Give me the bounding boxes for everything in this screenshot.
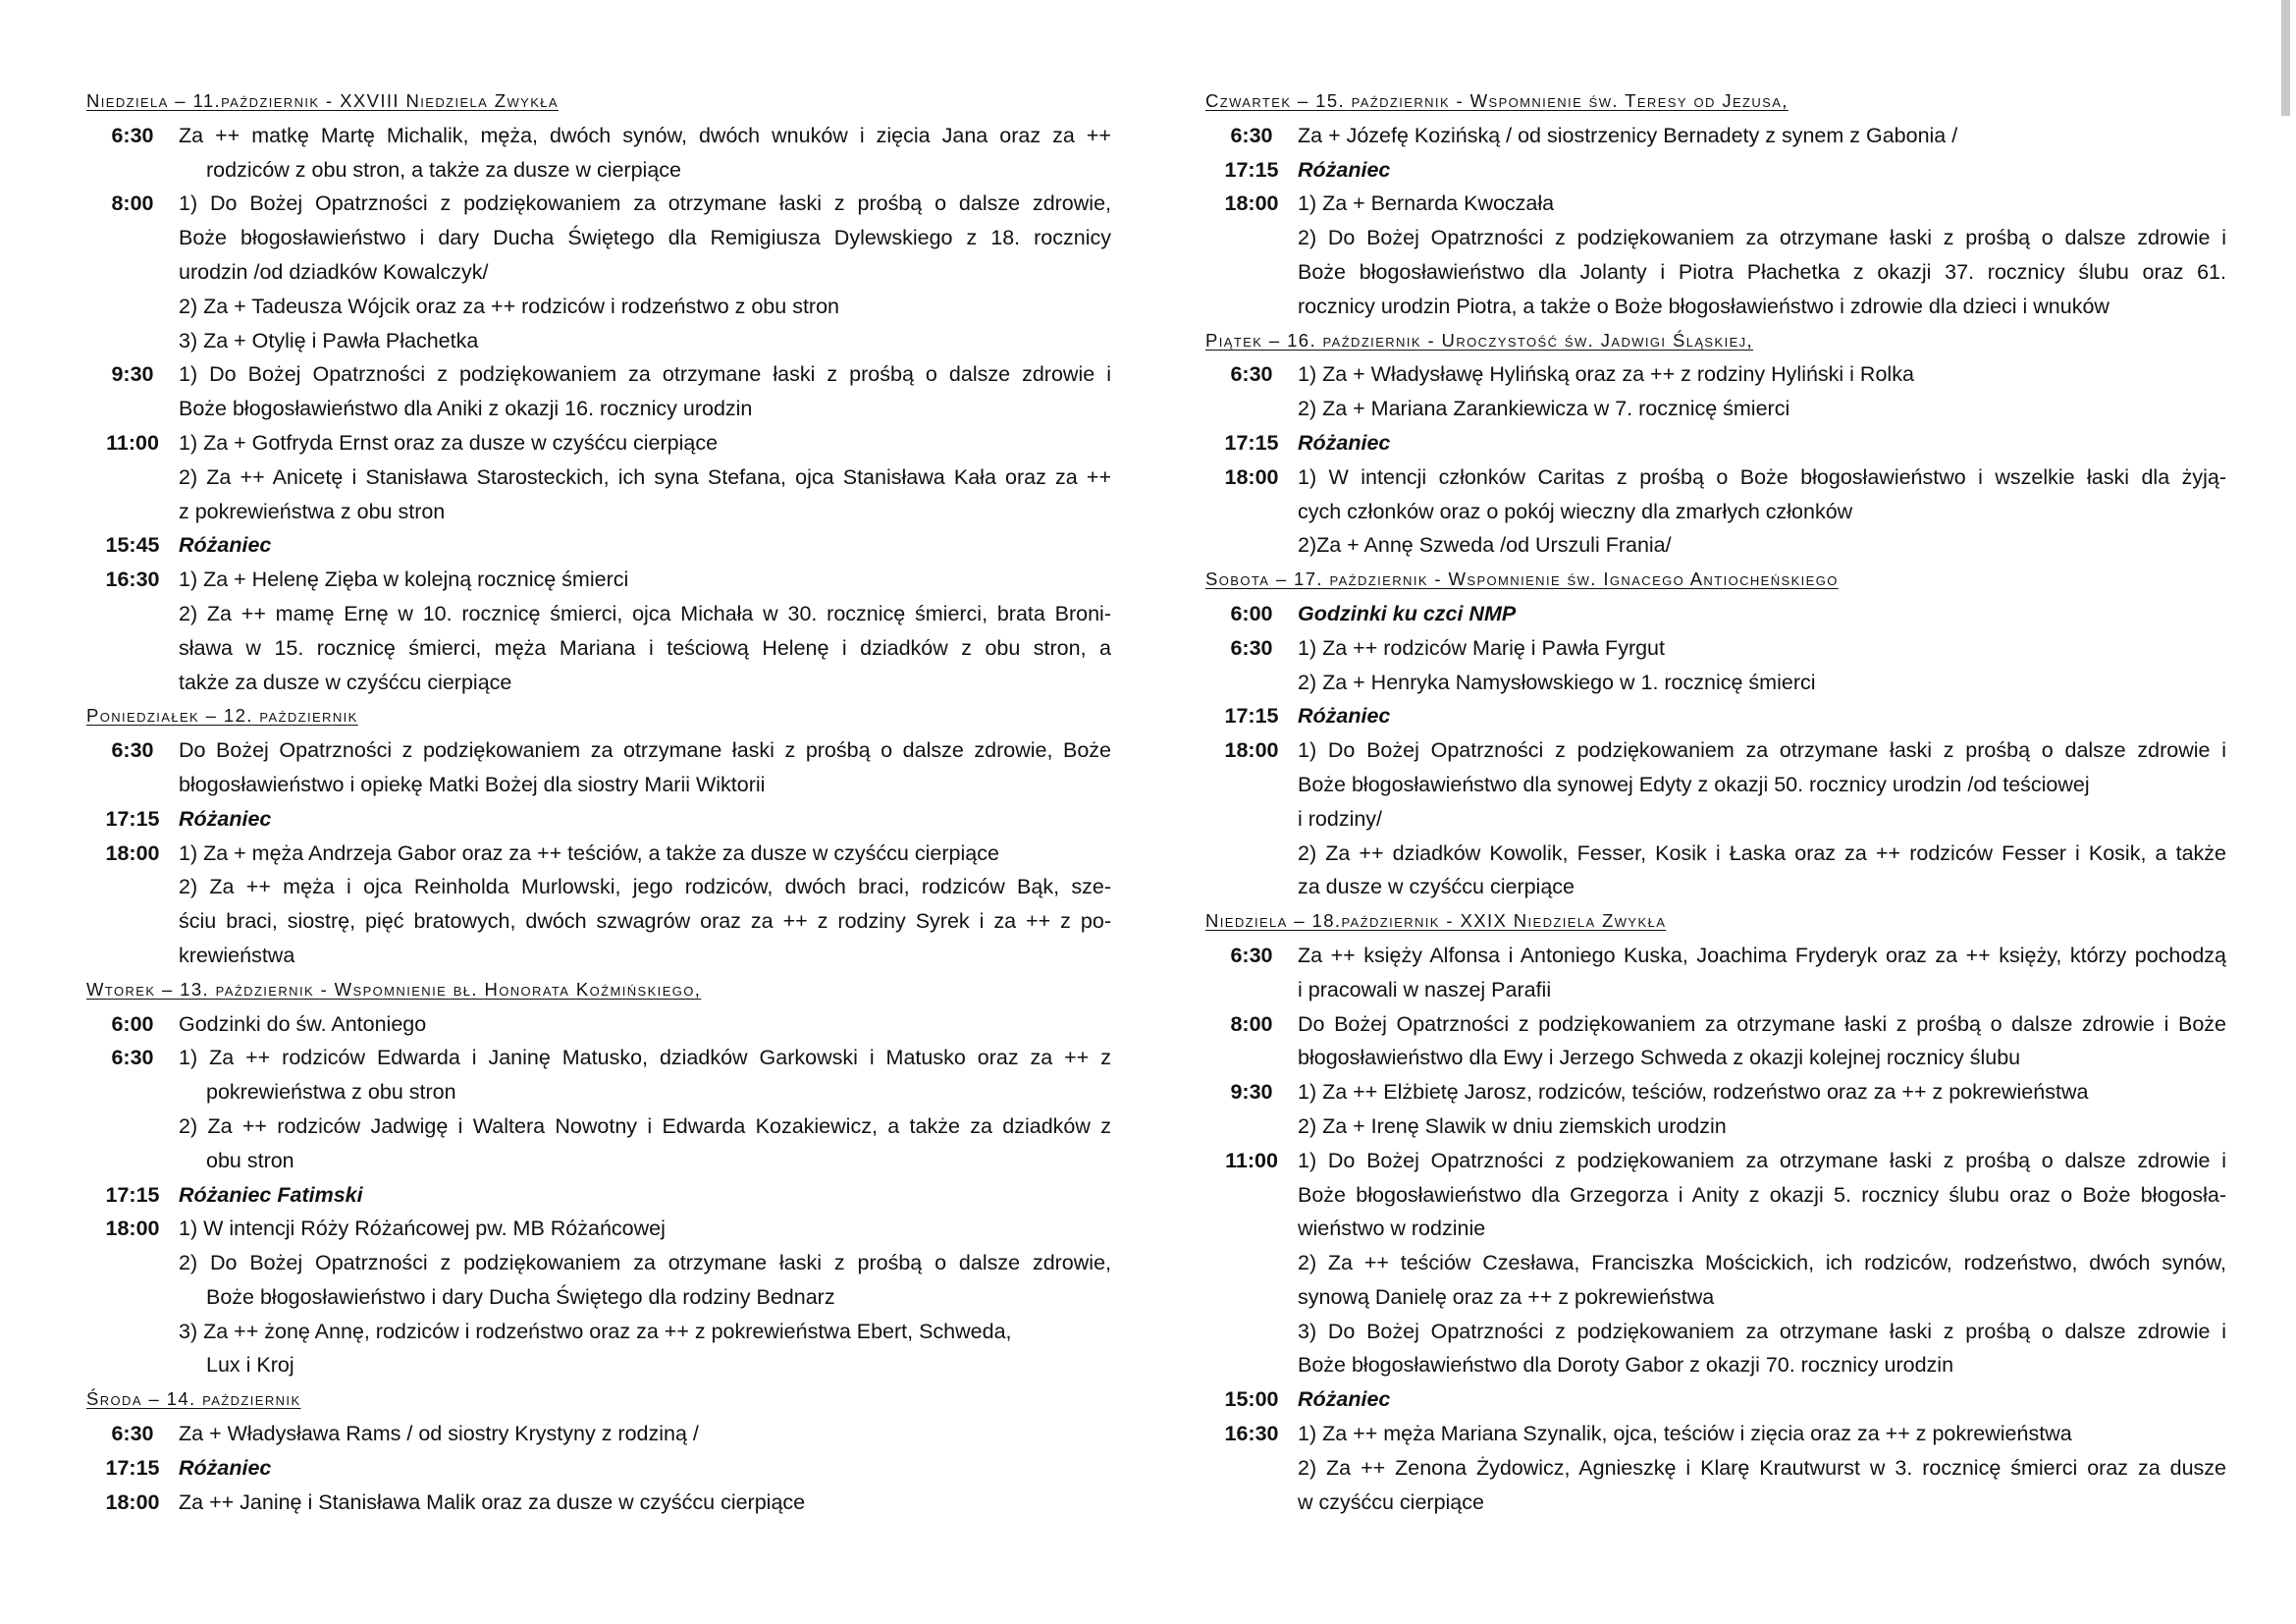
mass-entry (1205, 733, 2226, 904)
service-name: Różaniec (1298, 430, 1391, 455)
intention-line: także za dusze w czyśćcu cierpiące (179, 670, 512, 694)
mass-entry (86, 837, 1111, 973)
intention-line: krewieństwa (179, 943, 295, 967)
mass-entry (1205, 939, 2226, 1007)
intention-line: Za ++ Janinę i Stanisława Malik oraz za dusze w czyśćcu cierpiące (179, 1489, 806, 1514)
mass-entry (1205, 597, 2226, 631)
intention-line: Boże błogosławieństwo dla Grzegorza i Anity z okazji 5. rocznicy ślubu oraz o Boże błogosła- (1298, 1182, 2226, 1207)
intention-line: Boże błogosławieństwo dla synowej Edyty z okazji 50. rocznicy urodzin /od teściowej (1298, 772, 2090, 796)
mass-time: 6:30 (111, 1046, 154, 1070)
mass-entry (1205, 426, 2226, 460)
intention-line: 3) Za ++ żonę Annę, rodziców i rodzeństwo oraz za ++ z pokrewieństwa Ebert, Schweda, (179, 1319, 1012, 1343)
mass-time: 6:30 (1230, 943, 1273, 967)
mass-time: 17:15 (1224, 704, 1279, 729)
intention-line: w czyśćcu cierpiące (1298, 1489, 1484, 1514)
day-header: Wtorek – 13. październik - Wspomnienie bł. Honorata Koźmińskiego, (86, 978, 702, 1000)
mass-time: 16:30 (1224, 1422, 1279, 1446)
intention-line: Godzinki do św. Antoniego (179, 1011, 427, 1036)
intention-line: synową Danielę oraz za ++ z pokrewieństwa (1298, 1284, 1715, 1309)
intention-line: i pracowali w naszej Parafii (1298, 977, 1552, 1001)
mass-entry (1205, 1382, 2226, 1417)
intention-line: rocznicy urodzin Piotra, a także o Boże błogosławieństwo i zdrowie dla dzieci i wnuków (1298, 294, 2109, 318)
mass-time: 6:30 (1230, 362, 1273, 387)
intention-line: 1) Za + Helenę Zięba w kolejną rocznicę śmierci (179, 568, 629, 592)
mass-entry (1205, 460, 2226, 563)
intention-line: 1) Za ++ Elżbietę Jarosz, rodziców, teściów, rodzeństwo oraz za ++ z pokrewieństwa (1298, 1080, 2089, 1105)
mass-entry (86, 426, 1111, 528)
mass-entry (86, 1417, 1111, 1451)
intention-line: 1) Za + Bernarda Kwoczała (1298, 191, 1555, 216)
intention-line: 3) Za + Otylię i Pawła Płachetka (179, 328, 479, 352)
mass-time: 9:30 (1230, 1080, 1273, 1105)
service-name: Różaniec (1298, 704, 1391, 729)
intention-line: obu stron (206, 1148, 294, 1172)
day-header: Środa – 14. październik (86, 1388, 301, 1410)
mass-time: 6:30 (1230, 635, 1273, 660)
mass-time: 16:30 (105, 568, 160, 592)
intention-line: 2) Do Bożej Opatrzności z podziękowaniem za otrzymane łaski z prośbą o dalsze zdrowie i (1298, 226, 2226, 250)
mass-time: 11:00 (106, 430, 159, 455)
intention-line: rodziców z obu stron, a także za dusze w cierpiące (206, 157, 681, 182)
mass-time: 6:30 (111, 123, 154, 147)
mass-entry (86, 733, 1111, 802)
intention-line: 1) Do Bożej Opatrzności z podziękowaniem za otrzymane łaski z prośbą o dalsze zdrowie i (1298, 738, 2226, 763)
intention-line: 1) Za ++ rodziców Marię i Pawła Fyrgut (1298, 635, 1665, 660)
mass-time: 9:30 (111, 362, 154, 387)
mass-time: 17:15 (1224, 157, 1279, 182)
intention-line: Za + Władysława Rams / od siostry Krystyny z rodziną / (179, 1422, 699, 1446)
intention-line: 2) Za ++ Anicetę i Stanisława Starosteckich, ich syna Stefana, ojca Stanisława Kała oraz za ++ (179, 464, 1111, 489)
mass-time: 18:00 (1224, 464, 1279, 489)
intention-line: Lux i Kroj (206, 1353, 294, 1378)
service-name: Różaniec (179, 533, 272, 558)
mass-entry (86, 1451, 1111, 1486)
intention-line: cych członków oraz o pokój wieczny dla zmarłych członków (1298, 499, 1853, 523)
intention-line: 1) Za + męża Andrzeja Gabor oraz za ++ teściów, a także za dusze w czyśćcu cierpiące (179, 840, 999, 865)
intention-line: błogosławieństwo i opiekę Matki Bożej dla siostry Marii Wiktorii (179, 772, 766, 796)
intention-line: błogosławieństwo dla Ewy i Jerzego Schweda z okazji kolejnej rocznicy ślubu (1298, 1046, 2021, 1070)
mass-time: 18:00 (1224, 738, 1279, 763)
intention-line: Boże błogosławieństwo i dary Ducha Świętego dla rodziny Bednarz (206, 1284, 835, 1309)
intention-line: 2) Za ++ męża i ojca Reinholda Murlowski, jego rodziców, dwóch braci, rodziców Bąk, sze- (179, 875, 1111, 899)
intention-line: pokrewieństwa z obu stron (206, 1080, 456, 1105)
intention-line: Boże błogosławieństwo i dary Ducha Świętego dla Remigiusza Dylewskiego z 18. rocznicy (179, 226, 1111, 250)
intention-line: Boże błogosławieństwo dla Jolanty i Piotra Płachetka z okazji 37. rocznicy ślubu oraz 61. (1298, 259, 2226, 284)
day-header: Poniedziałek – 12. październik (86, 705, 358, 727)
day-header: Sobota – 17. październik - Wspomnienie św. Ignacego Antiocheńskiego (1205, 568, 1839, 590)
intention-line: za dusze w czyśćcu cierpiące (1298, 875, 1575, 899)
intention-line: 2) Za ++ Zenona Żydowicz, Agnieszkę i Klarę Krautwurst w 3. rocznicę śmierci oraz za dusze (1298, 1455, 2226, 1480)
intention-line: Do Bożej Opatrzności z podziękowaniem za otrzymane łaski z prośbą o dalsze zdrowie, Boże (179, 738, 1111, 763)
mass-entry (86, 357, 1111, 426)
mass-entry (1205, 1075, 2226, 1144)
intention-line: 2) Za ++ dziadków Kowolik, Fesser, Kosik i Łaska oraz za ++ rodziców Fesser i Kosik, a także (1298, 840, 2226, 865)
intention-line: 2) Do Bożej Opatrzności z podziękowaniem za otrzymane łaski z prośbą o dalsze zdrowie, (179, 1251, 1111, 1275)
mass-time: 17:15 (105, 806, 160, 831)
intention-line: Do Bożej Opatrzności z podziękowaniem za otrzymane łaski z prośbą o dalsze zdrowie i Boże (1298, 1011, 2226, 1036)
mass-entry (86, 1212, 1111, 1382)
mass-time: 8:00 (1230, 1011, 1273, 1036)
service-name: Różaniec (1298, 1387, 1391, 1412)
mass-entry (1205, 1007, 2226, 1076)
mass-time: 8:00 (111, 191, 154, 216)
mass-time: 6:30 (111, 1422, 154, 1446)
mass-entry (86, 802, 1111, 837)
intention-line: 2) Za + Tadeusza Wójcik oraz za ++ rodziców i rodzeństwo z obu stron (179, 294, 839, 318)
intention-line: Boże błogosławieństwo dla Aniki z okazji 16. rocznicy urodzin (179, 397, 753, 421)
intention-line: Za ++ księży Alfonsa i Antoniego Kuska, Joachima Fryderyk oraz za ++ księży, którzy pochodzą (1298, 943, 2226, 967)
intention-line: 3) Do Bożej Opatrzności z podziękowaniem za otrzymane łaski z prośbą o dalsze zdrowie i (1298, 1319, 2226, 1343)
intention-line: 1) Za + Władysławę Hylińską oraz za ++ z rodziny Hyliński i Rolka (1298, 362, 1914, 387)
mass-entry (86, 1041, 1111, 1177)
left-column (86, 84, 1111, 1519)
vertical-scrollbar[interactable] (2281, 0, 2290, 116)
intention-line: 2) Za + Henryka Namysłowskiego w 1. rocznicę śmierci (1298, 670, 1816, 694)
intention-line: 1) W intencji Róży Różańcowej pw. MB Różańcowej (179, 1217, 666, 1241)
service-name: Różaniec (179, 1455, 272, 1480)
intention-line: Boże błogosławieństwo dla Doroty Gabor z okazji 70. rocznicy urodzin (1298, 1353, 1954, 1378)
day-header: Niedziela – 11.październik - XXVIII Niedziela Zwykła (86, 90, 559, 111)
mass-time: 15:45 (105, 533, 160, 558)
intention-line: 1) Do Bożej Opatrzności z podziękowaniem za otrzymane łaski z prośbą o dalsze zdrowie, (179, 191, 1111, 216)
service-name: Różaniec (1298, 157, 1391, 182)
intention-line: 2) Za ++ mamę Ernę w 10. rocznicę śmierci, ojca Michała w 30. rocznicę śmierci, brata Broni- (179, 601, 1111, 625)
mass-time: 17:15 (105, 1455, 160, 1480)
mass-entry (86, 1486, 1111, 1520)
mass-time: 18:00 (1224, 191, 1279, 216)
mass-entry (86, 1007, 1111, 1042)
mass-time: 6:00 (1230, 601, 1273, 625)
mass-entry (1205, 119, 2226, 153)
mass-entry (1205, 357, 2226, 426)
intention-line: 1) Do Bożej Opatrzności z podziękowaniem za otrzymane łaski z prośbą o dalsze zdrowie i (179, 362, 1111, 387)
intention-line: Za + Józefę Kozińską / od siostrzenicy Bernadety z synem z Gabonia / (1298, 123, 1958, 147)
intention-line: z pokrewieństwa z obu stron (179, 499, 446, 523)
service-name: Różaniec Fatimski (179, 1182, 363, 1207)
intention-line: sława w 15. rocznicę śmierci, męża Mariana i teściową Helenę i dziadków z obu stron, a (179, 635, 1111, 660)
mass-time: 6:30 (111, 738, 154, 763)
mass-time: 18:00 (105, 840, 160, 865)
intention-line: i rodziny/ (1298, 806, 1383, 831)
mass-time: 15:00 (1224, 1387, 1279, 1412)
intention-line: 1) Za ++ rodziców Edwarda i Janinę Matusko, dziadków Garkowski i Matusko oraz za ++ z (179, 1046, 1111, 1070)
mass-time: 18:00 (105, 1217, 160, 1241)
mass-entry (1205, 631, 2226, 700)
mass-time: 17:15 (105, 1182, 160, 1207)
intention-line: 2) Za + Irenę Slawik w dniu ziemskich urodzin (1298, 1113, 1727, 1138)
intention-line: 1) Do Bożej Opatrzności z podziękowaniem za otrzymane łaski z prośbą o dalsze zdrowie i (1298, 1148, 2226, 1172)
intention-line: 2) Za ++ rodziców Jadwigę i Waltera Nowotny i Edwarda Kozakiewicz, a także za dziadków z (179, 1113, 1111, 1138)
mass-time: 18:00 (105, 1489, 160, 1514)
intention-line: Za ++ matkę Martę Michalik, męża, dwóch synów, dwóch wnuków i zięcia Jana oraz za ++ (179, 123, 1111, 147)
intention-line: 1) W intencji członków Caritas z prośbą o Boże błogosławieństwo i wszelkie łaski dla żyją- (1298, 464, 2226, 489)
mass-time: 11:00 (1225, 1148, 1278, 1172)
day-header: Niedziela – 18.październik - XXIX Niedziela Zwykła (1205, 910, 1667, 932)
mass-time: 6:00 (111, 1011, 154, 1036)
intention-line: urodzin /od dziadków Kowalczyk/ (179, 259, 489, 284)
mass-entry (1205, 153, 2226, 188)
mass-entry (86, 563, 1111, 699)
intention-line: 2) Za + Mariana Zarankiewicza w 7. rocznicę śmierci (1298, 397, 1790, 421)
intention-line: 1) Za + Gotfryda Ernst oraz za dusze w czyśćcu cierpiące (179, 430, 719, 455)
day-header: Piątek – 16. październik - Uroczystość św. Jadwigi Śląskiej, (1205, 329, 1754, 351)
mass-entry (1205, 1144, 2226, 1383)
mass-entry (86, 1178, 1111, 1213)
service-name: Różaniec (179, 806, 272, 831)
intention-line: 1) Za ++ męża Mariana Szynalik, ojca, teściów i zięcia oraz za ++ z pokrewieństwa (1298, 1422, 2072, 1446)
mass-entry (1205, 187, 2226, 323)
mass-entry (1205, 1417, 2226, 1519)
day-header: Czwartek – 15. październik - Wspomnienie św. Teresy od Jezusa, (1205, 90, 1789, 111)
mass-time: 6:30 (1230, 123, 1273, 147)
mass-entry (86, 119, 1111, 188)
mass-entry (86, 187, 1111, 357)
mass-entry (86, 528, 1111, 563)
mass-entry (1205, 699, 2226, 733)
intention-line: 2) Za ++ teściów Czesława, Franciszka Mościckich, ich rodziców, rodzeństwo, dwóch synów, (1298, 1251, 2226, 1275)
intention-line: wieństwo w rodzinie (1298, 1217, 1486, 1241)
mass-time: 17:15 (1224, 430, 1279, 455)
intention-line: ściu braci, siostrę, pięć bratowych, dwóch szwagrów oraz za ++ z rodziny Syrek i za ++ z po- (179, 909, 1111, 934)
right-column (1205, 84, 2226, 1519)
intention-line: 2)Za + Annę Szweda /od Urszuli Frania/ (1298, 533, 1672, 558)
service-name: Godzinki ku czci NMP (1298, 601, 1517, 625)
